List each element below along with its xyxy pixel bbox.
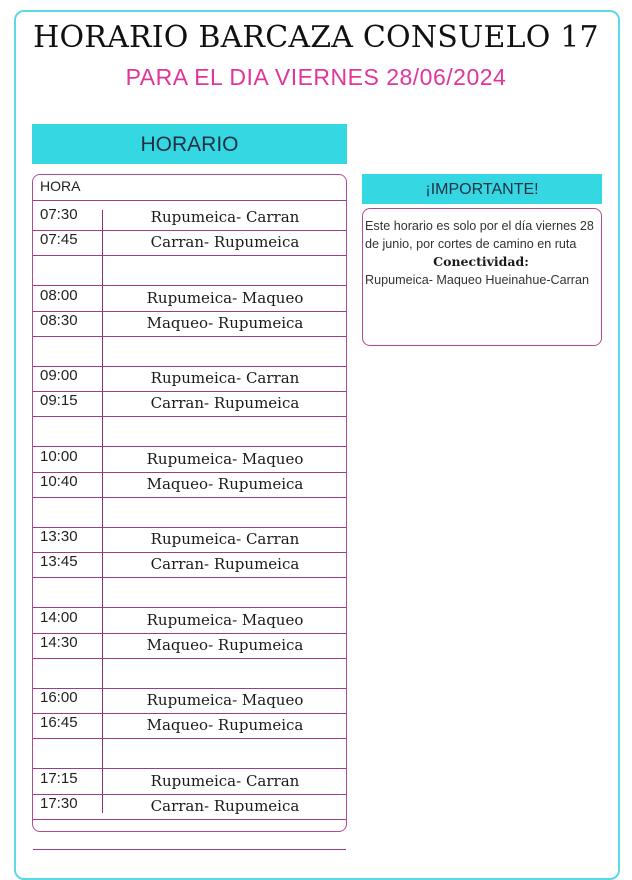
departure-time: 14:00 xyxy=(40,608,78,626)
route-name: Maqueo- Rupumeica xyxy=(146,474,304,493)
table-line xyxy=(33,768,346,769)
departure-time: 07:45 xyxy=(40,231,78,248)
departure-time: 13:45 xyxy=(40,553,78,570)
route-name: Rupumeica- Maqueo xyxy=(146,610,304,629)
table-line xyxy=(33,849,346,850)
table-line xyxy=(33,311,346,312)
departure-time: 16:45 xyxy=(40,714,78,731)
route-name: Maqueo- Rupumeica xyxy=(146,716,304,734)
table-line xyxy=(33,472,346,473)
table-line xyxy=(33,391,346,392)
departure-time: 08:30 xyxy=(40,311,78,329)
route-name: Rupumeica- Carran xyxy=(150,530,300,548)
route-name: Rupumeica- Maqueo xyxy=(146,449,304,468)
departure-time: 10:00 xyxy=(40,447,78,465)
connectivity-label: Conectividad: xyxy=(433,254,529,269)
table-line xyxy=(33,607,346,608)
important-text: Este horario es solo por el día viernes 28 de junio, por cortes de camino en ruta xyxy=(365,219,594,251)
departure-time: 16:00 xyxy=(40,689,78,706)
departure-time: 09:15 xyxy=(40,392,78,409)
table-line xyxy=(33,366,346,367)
departure-time: 17:15 xyxy=(40,769,78,787)
table-line xyxy=(33,497,346,498)
page-subtitle: PARA EL DIA VIERNES 28/06/2024 xyxy=(125,64,507,90)
table-line xyxy=(33,633,346,634)
hora-column-header: HORA xyxy=(40,178,81,194)
table-line xyxy=(33,713,346,714)
departure-time: 17:30 xyxy=(40,794,78,812)
route-name: Rupumeica- Carran xyxy=(150,208,300,226)
departure-time: 09:00 xyxy=(40,367,78,384)
table-line xyxy=(33,688,346,689)
table-line xyxy=(33,577,346,578)
schedule-heading: HORARIO xyxy=(32,124,347,164)
table-line xyxy=(33,552,346,553)
table-line xyxy=(33,230,346,231)
table-line xyxy=(33,336,346,337)
route-name: Rupumeica- Carran xyxy=(150,771,300,790)
route-name: Carran- Rupumeica xyxy=(150,555,300,573)
departure-time: 13:30 xyxy=(40,528,78,545)
departure-time: 07:30 xyxy=(40,206,78,223)
column-divider xyxy=(102,210,103,813)
table-line xyxy=(33,285,346,286)
route-name: Rupumeica- Maqueo xyxy=(146,288,304,307)
important-note xyxy=(362,208,602,346)
route-name: Rupumeica- Maqueo xyxy=(146,691,304,709)
table-line xyxy=(33,527,346,528)
table-line xyxy=(33,819,346,820)
table-line xyxy=(33,794,346,795)
table-line xyxy=(33,446,346,447)
table-line xyxy=(33,416,346,417)
table-line xyxy=(33,255,346,256)
connectivity-text: Rupumeica- Maqueo Hueinahue-Carran xyxy=(365,273,590,287)
departure-time: 08:00 xyxy=(40,286,78,304)
route-name: Maqueo- Rupumeica xyxy=(146,313,304,332)
departure-time: 14:30 xyxy=(40,633,78,651)
route-name: Rupumeica- Carran xyxy=(150,369,300,387)
route-name: Carran- Rupumeica xyxy=(150,233,300,251)
route-name: Carran- Rupumeica xyxy=(150,394,300,412)
important-heading: ¡IMPORTANTE! xyxy=(362,174,602,204)
table-line xyxy=(33,200,346,201)
page-title: HORARIO BARCAZA CONSUELO 17 xyxy=(33,20,599,55)
table-line xyxy=(33,738,346,739)
table-line xyxy=(33,658,346,659)
route-name: Carran- Rupumeica xyxy=(150,796,300,815)
departure-time: 10:40 xyxy=(40,472,78,490)
route-name: Maqueo- Rupumeica xyxy=(146,635,304,654)
